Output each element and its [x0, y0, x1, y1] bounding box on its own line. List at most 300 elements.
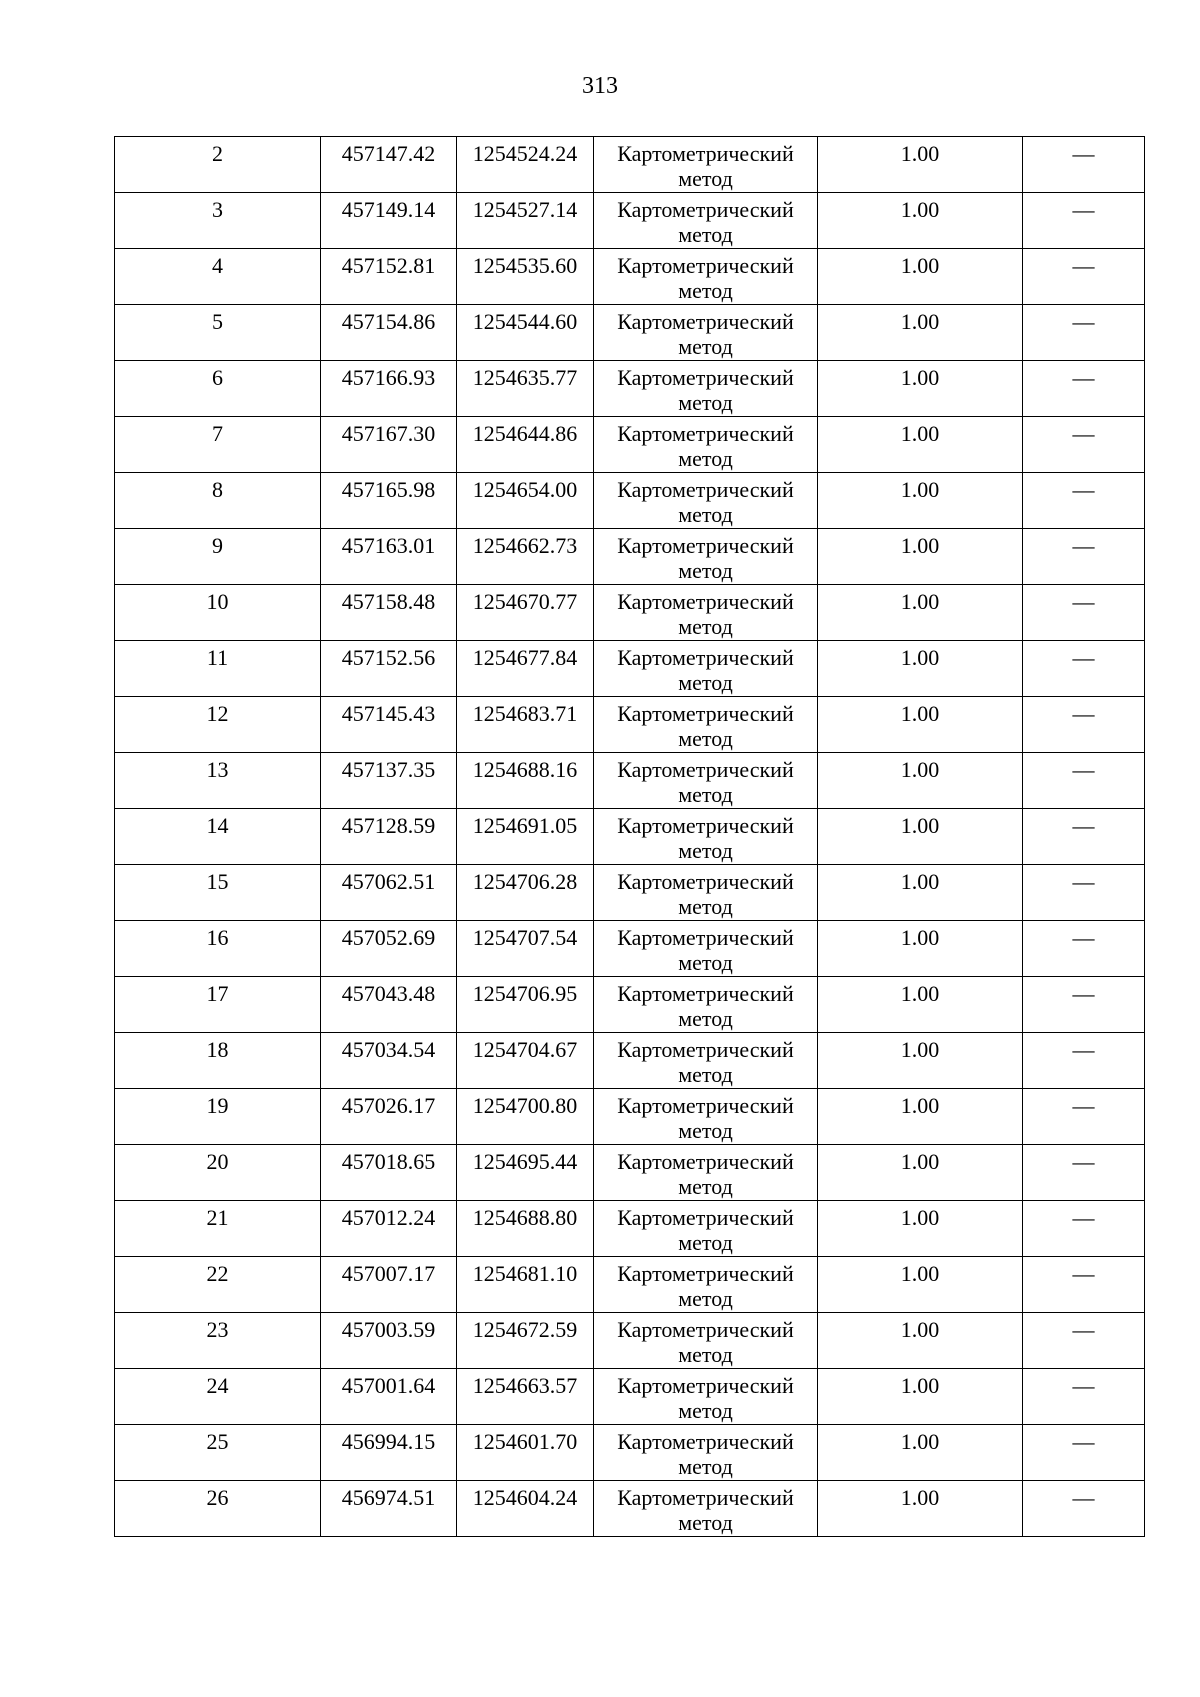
y-coordinate-cell — [457, 753, 594, 809]
method-line-2: метод — [678, 502, 733, 527]
method-cell — [594, 417, 818, 473]
x-coordinate-value: 457043.48 — [341, 981, 436, 1006]
x-coordinate-cell — [321, 697, 457, 753]
precision-value: 1.00 — [900, 701, 940, 726]
precision-cell — [818, 529, 1023, 585]
table-row — [115, 1369, 1145, 1425]
method-cell — [594, 1257, 818, 1313]
precision-value: 1.00 — [900, 1093, 940, 1118]
description-value: — — [1072, 365, 1095, 390]
x-coordinate-cell — [321, 361, 457, 417]
table-row — [115, 1033, 1145, 1089]
x-coordinate-cell — [321, 1145, 457, 1201]
point-number-cell — [115, 529, 321, 585]
point-number-cell — [115, 137, 321, 193]
precision-cell — [818, 417, 1023, 473]
method-line-2: метод — [678, 1510, 733, 1535]
point-number-value: 9 — [212, 533, 223, 558]
description-value: — — [1072, 869, 1095, 894]
x-coordinate-value: 457026.17 — [341, 1093, 436, 1118]
method-cell — [594, 473, 818, 529]
precision-cell — [818, 1425, 1023, 1481]
table-row — [115, 697, 1145, 753]
description-value: — — [1072, 1373, 1095, 1398]
method-line-1: Картометрический — [617, 1373, 794, 1398]
precision-cell — [818, 1481, 1023, 1537]
x-coordinate-value: 457147.42 — [341, 141, 436, 166]
y-coordinate-value: 1254662.73 — [472, 533, 578, 558]
point-number-value: 4 — [212, 253, 223, 278]
x-coordinate-value: 457062.51 — [341, 869, 436, 894]
description-value: — — [1072, 645, 1095, 670]
precision-cell — [818, 865, 1023, 921]
description-value: — — [1072, 701, 1095, 726]
description-cell — [1023, 473, 1145, 529]
point-number-value: 26 — [206, 1485, 229, 1510]
precision-value: 1.00 — [900, 421, 940, 446]
x-coordinate-cell — [321, 641, 457, 697]
precision-cell — [818, 1369, 1023, 1425]
description-cell — [1023, 865, 1145, 921]
method-line-1: Картометрический — [617, 1149, 794, 1174]
x-coordinate-cell — [321, 193, 457, 249]
x-coordinate-cell — [321, 865, 457, 921]
y-coordinate-cell — [457, 1089, 594, 1145]
y-coordinate-cell — [457, 865, 594, 921]
method-line-2: метод — [678, 894, 733, 919]
x-coordinate-value: 457137.35 — [341, 757, 436, 782]
precision-cell — [818, 641, 1023, 697]
table-row — [115, 1089, 1145, 1145]
x-coordinate-cell — [321, 977, 457, 1033]
method-cell — [594, 1481, 818, 1537]
point-number-cell — [115, 1089, 321, 1145]
precision-cell — [818, 977, 1023, 1033]
y-coordinate-cell — [457, 1369, 594, 1425]
description-value: — — [1072, 1037, 1095, 1062]
table-row — [115, 1313, 1145, 1369]
point-number-cell — [115, 977, 321, 1033]
x-coordinate-cell — [321, 1257, 457, 1313]
table-row — [115, 529, 1145, 585]
precision-value: 1.00 — [900, 813, 940, 838]
description-cell — [1023, 641, 1145, 697]
method-line-2: метод — [678, 1006, 733, 1031]
description-value: — — [1072, 477, 1095, 502]
point-number-cell — [115, 809, 321, 865]
y-coordinate-value: 1254527.14 — [472, 197, 578, 222]
method-line-2: метод — [678, 1230, 733, 1255]
precision-cell — [818, 1257, 1023, 1313]
precision-value: 1.00 — [900, 1317, 940, 1342]
precision-cell — [818, 361, 1023, 417]
point-number-value: 21 — [206, 1205, 229, 1230]
method-line-2: метод — [678, 1286, 733, 1311]
description-cell — [1023, 921, 1145, 977]
y-coordinate-cell — [457, 529, 594, 585]
method-cell — [594, 1145, 818, 1201]
description-cell — [1023, 585, 1145, 641]
y-coordinate-value: 1254635.77 — [472, 365, 578, 390]
description-cell — [1023, 249, 1145, 305]
y-coordinate-value: 1254695.44 — [472, 1149, 578, 1174]
description-value: — — [1072, 589, 1095, 614]
method-line-2: метод — [678, 166, 733, 191]
x-coordinate-cell — [321, 1425, 457, 1481]
y-coordinate-cell — [457, 585, 594, 641]
point-number-cell — [115, 193, 321, 249]
method-cell — [594, 1201, 818, 1257]
precision-cell — [818, 1313, 1023, 1369]
x-coordinate-cell — [321, 1481, 457, 1537]
x-coordinate-value: 456974.51 — [341, 1485, 436, 1510]
point-number-value: 18 — [206, 1037, 229, 1062]
method-line-1: Картометрический — [617, 1205, 794, 1230]
method-line-2: метод — [678, 1118, 733, 1143]
point-number-value: 5 — [212, 309, 223, 334]
precision-value: 1.00 — [900, 477, 940, 502]
x-coordinate-cell — [321, 1201, 457, 1257]
description-cell — [1023, 529, 1145, 585]
method-line-2: метод — [678, 222, 733, 247]
table-row — [115, 585, 1145, 641]
y-coordinate-value: 1254683.71 — [472, 701, 578, 726]
description-cell — [1023, 697, 1145, 753]
method-cell — [594, 585, 818, 641]
method-cell — [594, 249, 818, 305]
x-coordinate-value: 457152.56 — [341, 645, 436, 670]
y-coordinate-value: 1254604.24 — [472, 1485, 578, 1510]
method-cell — [594, 865, 818, 921]
y-coordinate-cell — [457, 417, 594, 473]
precision-cell — [818, 1089, 1023, 1145]
description-cell — [1023, 1481, 1145, 1537]
method-line-2: метод — [678, 782, 733, 807]
y-coordinate-value: 1254654.00 — [472, 477, 578, 502]
y-coordinate-cell — [457, 1201, 594, 1257]
precision-cell — [818, 1033, 1023, 1089]
table-row — [115, 977, 1145, 1033]
x-coordinate-value: 457158.48 — [341, 589, 436, 614]
point-number-cell — [115, 753, 321, 809]
method-cell — [594, 361, 818, 417]
point-number-cell — [115, 1033, 321, 1089]
description-cell — [1023, 1369, 1145, 1425]
method-cell — [594, 753, 818, 809]
y-coordinate-value: 1254535.60 — [472, 253, 578, 278]
description-cell — [1023, 977, 1145, 1033]
description-value: — — [1072, 1205, 1095, 1230]
description-value: — — [1072, 1485, 1095, 1510]
description-cell — [1023, 1033, 1145, 1089]
method-cell — [594, 641, 818, 697]
method-line-1: Картометрический — [617, 645, 794, 670]
point-number-cell — [115, 585, 321, 641]
precision-cell — [818, 697, 1023, 753]
x-coordinate-cell — [321, 1369, 457, 1425]
description-value: — — [1072, 309, 1095, 334]
precision-value: 1.00 — [900, 1261, 940, 1286]
table-row — [115, 865, 1145, 921]
method-line-2: метод — [678, 1342, 733, 1367]
description-value: — — [1072, 253, 1095, 278]
precision-value: 1.00 — [900, 1037, 940, 1062]
x-coordinate-value: 457165.98 — [341, 477, 436, 502]
description-value: — — [1072, 757, 1095, 782]
y-coordinate-value: 1254677.84 — [472, 645, 578, 670]
point-number-value: 11 — [206, 645, 229, 670]
table-row — [115, 921, 1145, 977]
description-cell — [1023, 1425, 1145, 1481]
point-number-value: 22 — [206, 1261, 229, 1286]
y-coordinate-cell — [457, 977, 594, 1033]
point-number-cell — [115, 1369, 321, 1425]
x-coordinate-cell — [321, 753, 457, 809]
method-line-2: метод — [678, 1398, 733, 1423]
y-coordinate-cell — [457, 641, 594, 697]
point-number-cell — [115, 921, 321, 977]
point-number-value: 17 — [206, 981, 229, 1006]
y-coordinate-cell — [457, 305, 594, 361]
x-coordinate-cell — [321, 529, 457, 585]
method-line-2: метод — [678, 446, 733, 471]
method-line-1: Картометрический — [617, 477, 794, 502]
description-cell — [1023, 809, 1145, 865]
x-coordinate-cell — [321, 417, 457, 473]
precision-value: 1.00 — [900, 645, 940, 670]
x-coordinate-value: 456994.15 — [341, 1429, 436, 1454]
x-coordinate-value: 457167.30 — [341, 421, 436, 446]
method-cell — [594, 1033, 818, 1089]
description-cell — [1023, 1145, 1145, 1201]
y-coordinate-value: 1254601.70 — [472, 1429, 578, 1454]
description-value: — — [1072, 1261, 1095, 1286]
method-cell — [594, 529, 818, 585]
precision-cell — [818, 305, 1023, 361]
point-number-cell — [115, 1313, 321, 1369]
table-row — [115, 137, 1145, 193]
description-cell — [1023, 1089, 1145, 1145]
point-number-cell — [115, 417, 321, 473]
method-line-2: метод — [678, 1062, 733, 1087]
x-coordinate-value: 457152.81 — [341, 253, 436, 278]
table-row — [115, 1425, 1145, 1481]
table-row — [115, 193, 1145, 249]
point-number-value: 15 — [206, 869, 229, 894]
precision-value: 1.00 — [900, 925, 940, 950]
precision-cell — [818, 193, 1023, 249]
precision-value: 1.00 — [900, 365, 940, 390]
point-number-value: 10 — [206, 589, 229, 614]
precision-cell — [818, 753, 1023, 809]
method-line-2: метод — [678, 558, 733, 583]
y-coordinate-value: 1254644.86 — [472, 421, 578, 446]
method-line-1: Картометрический — [617, 421, 794, 446]
point-number-value: 14 — [206, 813, 229, 838]
x-coordinate-cell — [321, 1033, 457, 1089]
x-coordinate-cell — [321, 137, 457, 193]
x-coordinate-cell — [321, 1313, 457, 1369]
x-coordinate-cell — [321, 1089, 457, 1145]
method-line-1: Картометрический — [617, 1037, 794, 1062]
precision-cell — [818, 1201, 1023, 1257]
method-line-1: Картометрический — [617, 1485, 794, 1510]
description-value: — — [1072, 197, 1095, 222]
x-coordinate-value: 457149.14 — [341, 197, 436, 222]
table-row — [115, 641, 1145, 697]
point-number-value: 3 — [212, 197, 223, 222]
precision-cell — [818, 1145, 1023, 1201]
y-coordinate-value: 1254681.10 — [472, 1261, 578, 1286]
point-number-value: 7 — [212, 421, 223, 446]
point-number-cell — [115, 305, 321, 361]
point-number-value: 19 — [206, 1093, 229, 1118]
point-number-value: 12 — [206, 701, 229, 726]
description-value: — — [1072, 533, 1095, 558]
point-number-value: 2 — [212, 141, 223, 166]
method-line-1: Картометрический — [617, 309, 794, 334]
method-line-2: метод — [678, 670, 733, 695]
y-coordinate-cell — [457, 137, 594, 193]
method-line-1: Картометрический — [617, 925, 794, 950]
y-coordinate-cell — [457, 1033, 594, 1089]
description-value: — — [1072, 1429, 1095, 1454]
y-coordinate-cell — [457, 809, 594, 865]
precision-value: 1.00 — [900, 981, 940, 1006]
precision-value: 1.00 — [900, 309, 940, 334]
table-row — [115, 1257, 1145, 1313]
method-line-2: метод — [678, 838, 733, 863]
y-coordinate-cell — [457, 473, 594, 529]
method-line-1: Картометрический — [617, 981, 794, 1006]
y-coordinate-value: 1254707.54 — [472, 925, 578, 950]
y-coordinate-cell — [457, 249, 594, 305]
method-line-1: Картометрический — [617, 365, 794, 390]
method-cell — [594, 809, 818, 865]
method-cell — [594, 977, 818, 1033]
point-number-cell — [115, 1481, 321, 1537]
x-coordinate-value: 457145.43 — [341, 701, 436, 726]
method-line-2: метод — [678, 614, 733, 639]
description-value: — — [1072, 1149, 1095, 1174]
method-line-1: Картометрический — [617, 757, 794, 782]
method-line-1: Картометрический — [617, 1429, 794, 1454]
method-cell — [594, 1369, 818, 1425]
method-cell — [594, 137, 818, 193]
page-number: 313 — [582, 73, 618, 99]
point-number-cell — [115, 361, 321, 417]
method-cell — [594, 305, 818, 361]
description-cell — [1023, 361, 1145, 417]
precision-value: 1.00 — [900, 253, 940, 278]
method-line-1: Картометрический — [617, 253, 794, 278]
method-line-1: Картометрический — [617, 589, 794, 614]
description-cell — [1023, 193, 1145, 249]
description-value: — — [1072, 813, 1095, 838]
x-coordinate-cell — [321, 249, 457, 305]
method-line-2: метод — [678, 950, 733, 975]
description-value: — — [1072, 925, 1095, 950]
precision-value: 1.00 — [900, 197, 940, 222]
table-row — [115, 809, 1145, 865]
x-coordinate-value: 457052.69 — [341, 925, 436, 950]
point-number-value: 13 — [206, 757, 229, 782]
y-coordinate-cell — [457, 1425, 594, 1481]
point-number-cell — [115, 249, 321, 305]
precision-cell — [818, 809, 1023, 865]
table-row — [115, 473, 1145, 529]
table-row — [115, 417, 1145, 473]
coordinates-table-body — [115, 137, 1145, 1537]
method-line-2: метод — [678, 1174, 733, 1199]
description-value: — — [1072, 421, 1095, 446]
method-line-2: метод — [678, 726, 733, 751]
y-coordinate-value: 1254670.77 — [472, 589, 578, 614]
x-coordinate-value: 457001.64 — [341, 1373, 436, 1398]
y-coordinate-cell — [457, 193, 594, 249]
precision-value: 1.00 — [900, 1205, 940, 1230]
y-coordinate-value: 1254688.16 — [472, 757, 578, 782]
method-line-1: Картометрический — [617, 141, 794, 166]
y-coordinate-cell — [457, 921, 594, 977]
x-coordinate-cell — [321, 473, 457, 529]
y-coordinate-value: 1254524.24 — [472, 141, 578, 166]
method-line-1: Картометрический — [617, 701, 794, 726]
description-cell — [1023, 1201, 1145, 1257]
point-number-cell — [115, 1425, 321, 1481]
x-coordinate-value: 457003.59 — [341, 1317, 436, 1342]
description-cell — [1023, 305, 1145, 361]
x-coordinate-value: 457012.24 — [341, 1205, 436, 1230]
table-row — [115, 249, 1145, 305]
precision-value: 1.00 — [900, 589, 940, 614]
method-line-2: метод — [678, 334, 733, 359]
description-cell — [1023, 753, 1145, 809]
x-coordinate-value: 457166.93 — [341, 365, 436, 390]
precision-value: 1.00 — [900, 1485, 940, 1510]
y-coordinate-value: 1254700.80 — [472, 1093, 578, 1118]
method-line-1: Картометрический — [617, 533, 794, 558]
method-line-1: Картометрический — [617, 1317, 794, 1342]
description-cell — [1023, 137, 1145, 193]
description-cell — [1023, 417, 1145, 473]
description-value: — — [1072, 981, 1095, 1006]
method-cell — [594, 921, 818, 977]
x-coordinate-value: 457154.86 — [341, 309, 436, 334]
point-number-value: 23 — [206, 1317, 229, 1342]
x-coordinate-value: 457163.01 — [341, 533, 436, 558]
point-number-value: 8 — [212, 477, 223, 502]
method-line-1: Картометрический — [617, 1093, 794, 1118]
coordinates-table — [114, 136, 1145, 1537]
precision-value: 1.00 — [900, 1373, 940, 1398]
method-line-1: Картометрический — [617, 869, 794, 894]
y-coordinate-cell — [457, 1313, 594, 1369]
precision-value: 1.00 — [900, 533, 940, 558]
method-cell — [594, 1425, 818, 1481]
method-cell — [594, 1089, 818, 1145]
x-coordinate-value: 457128.59 — [341, 813, 436, 838]
table-row — [115, 1481, 1145, 1537]
x-coordinate-cell — [321, 809, 457, 865]
point-number-value: 16 — [206, 925, 229, 950]
table-row — [115, 361, 1145, 417]
y-coordinate-cell — [457, 361, 594, 417]
precision-cell — [818, 249, 1023, 305]
point-number-value: 24 — [206, 1373, 229, 1398]
x-coordinate-cell — [321, 305, 457, 361]
y-coordinate-value: 1254688.80 — [472, 1205, 578, 1230]
